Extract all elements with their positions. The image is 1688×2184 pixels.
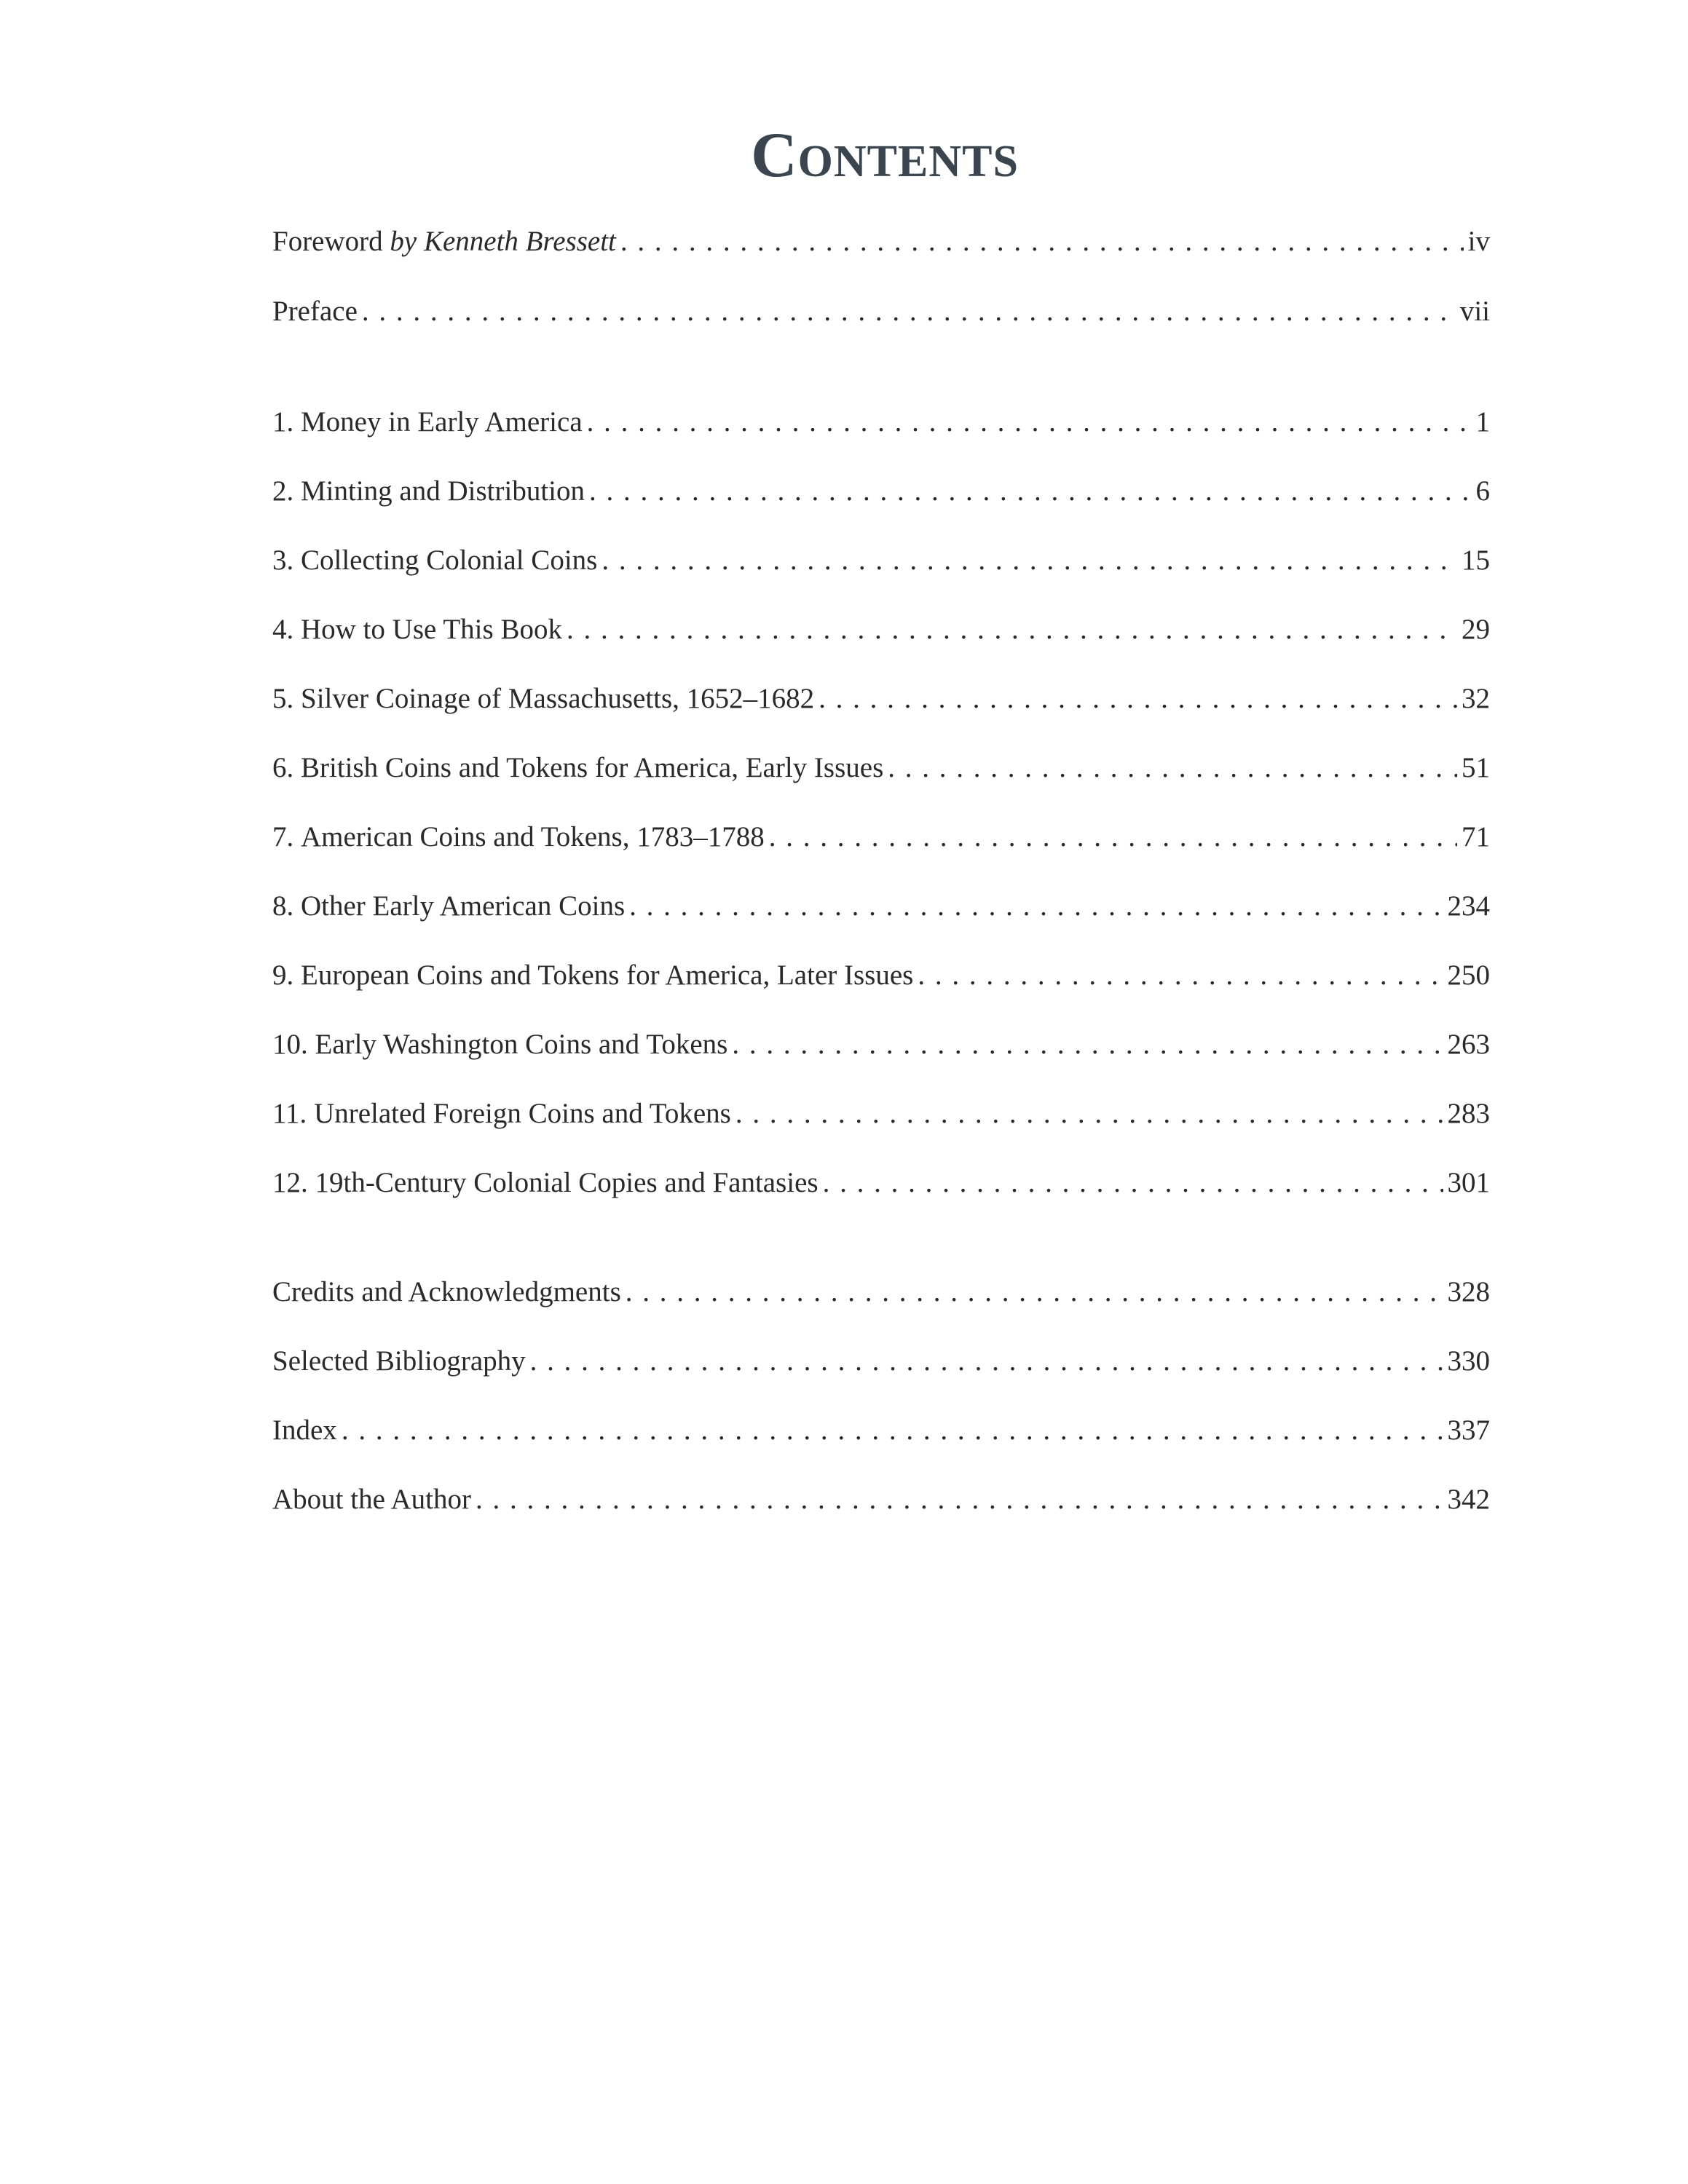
toc-entry-label: How to Use This Book <box>301 614 562 645</box>
toc-entry-label: Early Washington Coins and Tokens <box>315 1029 728 1060</box>
leader-dots <box>620 227 1464 256</box>
toc-entry-chapter <box>272 961 1490 989</box>
toc-entry-page: 342 <box>1447 1484 1490 1515</box>
toc-entry-chapter <box>272 546 1490 574</box>
leader-dots <box>823 1168 1443 1197</box>
toc-entry-page: 328 <box>1447 1276 1490 1307</box>
toc-entry-page: 234 <box>1447 890 1490 922</box>
chapter-number: 10. <box>272 1029 308 1060</box>
chapter-number: 2. <box>272 475 294 507</box>
toc-entry-bibliography <box>272 1347 1490 1375</box>
chapter-number: 6. <box>272 752 294 783</box>
toc-entry-label: Foreword by Kenneth Bressett <box>272 226 616 257</box>
toc-entry-foreword <box>272 227 1490 256</box>
chapter-number: 12. <box>272 1167 308 1198</box>
toc-entry-chapter <box>272 1168 1490 1197</box>
toc-entry-page: 337 <box>1447 1415 1490 1446</box>
toc-entry-label: Preface <box>272 296 358 327</box>
toc-entry-chapter <box>272 684 1490 713</box>
leader-dots <box>530 1347 1443 1375</box>
chapter-number: 7. <box>272 821 294 852</box>
toc-entry-page: 330 <box>1447 1345 1490 1377</box>
toc-entry-label: Selected Bibliography <box>272 1345 526 1377</box>
toc-entry-chapter <box>272 823 1490 851</box>
toc-entry-chapter <box>272 1099 1490 1128</box>
chapter-number: 3. <box>272 545 294 576</box>
leader-dots <box>587 408 1472 436</box>
toc-entry-page: 1 <box>1475 406 1490 438</box>
leader-dots <box>629 892 1443 920</box>
toc-entry-about-author <box>272 1485 1490 1514</box>
toc-entry-chapter <box>272 408 1490 436</box>
toc-entry-label: Silver Coinage of Massachusetts, 1652–1682 <box>301 683 815 714</box>
toc-entry-chapter <box>272 1030 1490 1059</box>
chapter-number: 9. <box>272 960 294 991</box>
toc-entry-label: About the Author <box>272 1484 471 1515</box>
toc-entry-label: Minting and Distribution <box>301 475 585 507</box>
chapter-number: 1. <box>272 406 294 438</box>
toc-entry-page: vii <box>1459 296 1490 327</box>
page-title: Contents <box>751 120 1019 191</box>
leader-dots <box>735 1099 1443 1128</box>
leader-dots <box>362 297 1456 325</box>
toc-entry-index <box>272 1416 1490 1444</box>
chapter-number: 4. <box>272 614 294 645</box>
leader-dots <box>918 961 1443 989</box>
leader-dots <box>888 753 1457 782</box>
toc-entry-byline: by Kenneth Bressett <box>390 226 616 257</box>
toc-entry-page: 29 <box>1462 614 1490 645</box>
toc-entry-label: Index <box>272 1415 337 1446</box>
leader-dots <box>342 1416 1443 1444</box>
chapter-number: 5. <box>272 683 294 714</box>
toc-entry-label: Collecting Colonial Coins <box>301 545 598 576</box>
leader-dots <box>567 615 1457 644</box>
toc-entry-label: Other Early American Coins <box>301 890 626 922</box>
leader-dots <box>819 684 1457 713</box>
toc-entry-label: Unrelated Foreign Coins and Tokens <box>314 1098 731 1129</box>
toc-entry-credits <box>272 1278 1490 1306</box>
toc-entry-label: Credits and Acknowledgments <box>272 1276 621 1307</box>
toc-entry-chapter <box>272 892 1490 920</box>
leader-dots <box>732 1030 1443 1059</box>
leader-dots <box>589 477 1472 505</box>
leader-dots <box>626 1278 1443 1306</box>
toc-entry-page: 301 <box>1447 1167 1490 1198</box>
toc-entry-chapter <box>272 477 1490 505</box>
toc-entry-chapter <box>272 615 1490 644</box>
leader-dots <box>769 823 1457 851</box>
toc-entry-page: 71 <box>1462 821 1490 852</box>
toc-entry-label: Money in Early America <box>301 406 583 438</box>
toc-entry-page: 32 <box>1462 683 1490 714</box>
toc-entry-page: 283 <box>1447 1098 1490 1129</box>
toc-entry-page: 51 <box>1462 752 1490 783</box>
chapter-number: 11. <box>272 1098 307 1129</box>
toc-entry-label: British Coins and Tokens for America, Early Issues <box>301 752 884 783</box>
toc-entry-page: 15 <box>1462 545 1490 576</box>
toc-entry-page: 250 <box>1447 960 1490 991</box>
toc-entry-label: 19th-Century Colonial Copies and Fantasies <box>315 1167 819 1198</box>
toc-entry-label: American Coins and Tokens, 1783–1788 <box>301 821 765 852</box>
toc-entry-page: iv <box>1467 226 1490 257</box>
toc-entry-page: 263 <box>1447 1029 1490 1060</box>
toc-entry-preface <box>272 297 1490 325</box>
toc-entry-label: European Coins and Tokens for America, Later Issues <box>301 960 914 991</box>
toc-entry-page: 6 <box>1475 475 1490 507</box>
leader-dots <box>602 546 1457 574</box>
chapter-number: 8. <box>272 890 294 922</box>
toc-entry-chapter <box>272 753 1490 782</box>
leader-dots <box>476 1485 1443 1514</box>
